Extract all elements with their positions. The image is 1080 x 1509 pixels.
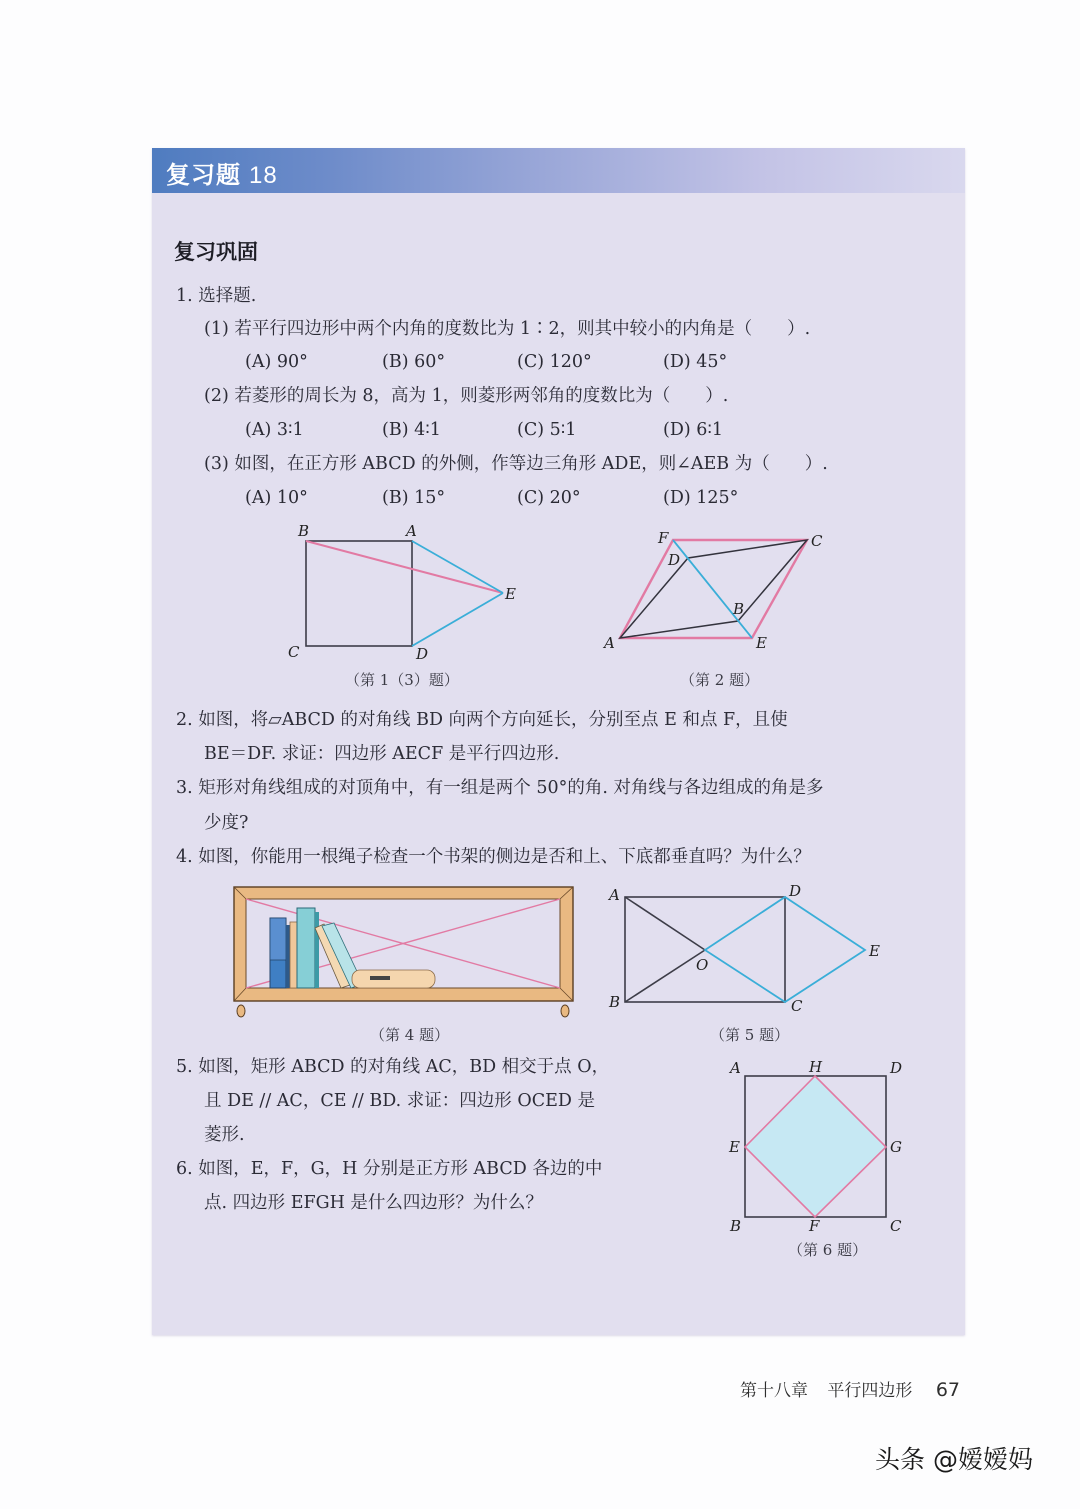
- figure-bookshelf: [225, 880, 585, 1020]
- figure-caption: （第 6 题）: [788, 1241, 868, 1259]
- option-d: (D) 45°: [663, 352, 728, 372]
- label-d: D: [890, 1059, 903, 1077]
- label-a: A: [604, 634, 615, 652]
- q3-line2: 少度?: [204, 813, 249, 833]
- label-d: D: [416, 645, 429, 663]
- label-e: E: [729, 1138, 740, 1156]
- label-e: E: [505, 585, 516, 603]
- q6-line2: 点. 四边形 EFGH 是什么四边形？为什么？: [204, 1193, 543, 1213]
- label-c: C: [288, 643, 300, 661]
- label-a: A: [609, 886, 620, 904]
- option-a: (A) 90°: [245, 352, 308, 372]
- section-title: 复习巩固: [174, 240, 258, 264]
- q3-line1: 3. 矩形对角线组成的对顶角中，有一组是两个 50°的角. 对角线与各边组成的角是多: [176, 778, 824, 798]
- label-d: D: [789, 882, 802, 900]
- option-c: (C) 120°: [517, 352, 592, 372]
- figure-caption: （第 4 题）: [370, 1026, 450, 1044]
- label-h: H: [809, 1058, 823, 1076]
- label-g: G: [890, 1138, 902, 1156]
- option-a: (A) 3∶1: [245, 420, 304, 440]
- q4-line1: 4. 如图，你能用一根绳子检查一个书架的侧边是否和上、下底都垂直吗？为什么？: [176, 847, 811, 867]
- page-number: 67: [935, 1379, 960, 1401]
- q2-line1: 2. 如图，将▱ABCD 的对角线 BD 向两个方向延长，分别至点 E 和点 F，且使: [176, 710, 788, 730]
- q1-sub2-text: (2) 若菱形的周长为 8，高为 1，则菱形两邻角的度数比为（ ）.: [204, 386, 729, 406]
- option-d: (D) 125°: [663, 488, 739, 508]
- option-b: (B) 60°: [382, 352, 446, 372]
- q5-line3: 菱形.: [204, 1125, 245, 1145]
- page-title: [166, 155, 278, 190]
- header-bar: [152, 148, 965, 193]
- q1-sub1-text: (1) 若平行四边形中两个内角的度数比为 1∶2，则其中较小的内角是（ ）.: [204, 319, 811, 339]
- option-c: (C) 20°: [517, 488, 581, 508]
- figure-parallelogram: [590, 520, 840, 660]
- label-e: E: [869, 942, 880, 960]
- option-a: (A) 10°: [245, 488, 308, 508]
- figure-rectangle-rhombus: [600, 880, 890, 1015]
- q5-line1: 5. 如图，矩形 ABCD 的对角线 AC，BD 相交于点 O，: [176, 1057, 610, 1077]
- figure-caption: （第 2 题）: [680, 671, 760, 689]
- figure-square-midpoints: [715, 1055, 915, 1235]
- chapter-title: 平行四边形: [827, 1381, 913, 1401]
- option-d: (D) 6∶1: [663, 420, 724, 440]
- label-b: B: [730, 1217, 742, 1235]
- label-c: C: [811, 532, 823, 550]
- title-number: 18: [249, 162, 278, 189]
- option-c: (C) 5∶1: [517, 420, 577, 440]
- label-b: B: [298, 522, 310, 540]
- label-a: A: [406, 522, 417, 540]
- q2-line2: BE＝DF. 求证：四边形 AECF 是平行四边形.: [204, 744, 560, 764]
- watermark: 头条 @嫒嫒妈: [875, 1445, 1033, 1474]
- label-d: D: [668, 551, 681, 569]
- option-b: (B) 4∶1: [382, 420, 441, 440]
- label-b: B: [733, 600, 745, 618]
- page-footer: [740, 1376, 960, 1401]
- label-c: C: [890, 1217, 902, 1235]
- q1-sub3-text: (3) 如图，在正方形 ABCD 的外侧，作等边三角形 ADE，则∠AEB 为（ ）.: [204, 454, 828, 474]
- label-f: F: [809, 1217, 820, 1235]
- label-b: B: [609, 993, 621, 1011]
- label-a: A: [730, 1059, 741, 1077]
- q5-line2: 且 DE // AC，CE // BD. 求证：四边形 OCED 是: [204, 1091, 595, 1111]
- q1-stem: 1. 选择题.: [176, 286, 257, 306]
- label-c: C: [791, 997, 803, 1015]
- figure-caption: （第 5 题）: [710, 1026, 790, 1044]
- title-text: 复习题: [166, 161, 241, 189]
- option-b: (B) 15°: [382, 488, 446, 508]
- label-f: F: [658, 529, 669, 547]
- chapter-number: 第十八章: [740, 1381, 808, 1401]
- figure-square-triangle: [280, 515, 540, 675]
- label-e: E: [756, 634, 767, 652]
- q6-line1: 6. 如图，E，F，G，H 分别是正方形 ABCD 各边的中: [176, 1159, 603, 1179]
- label-o: O: [696, 956, 709, 974]
- figure-caption: （第 1（3）题）: [345, 671, 459, 689]
